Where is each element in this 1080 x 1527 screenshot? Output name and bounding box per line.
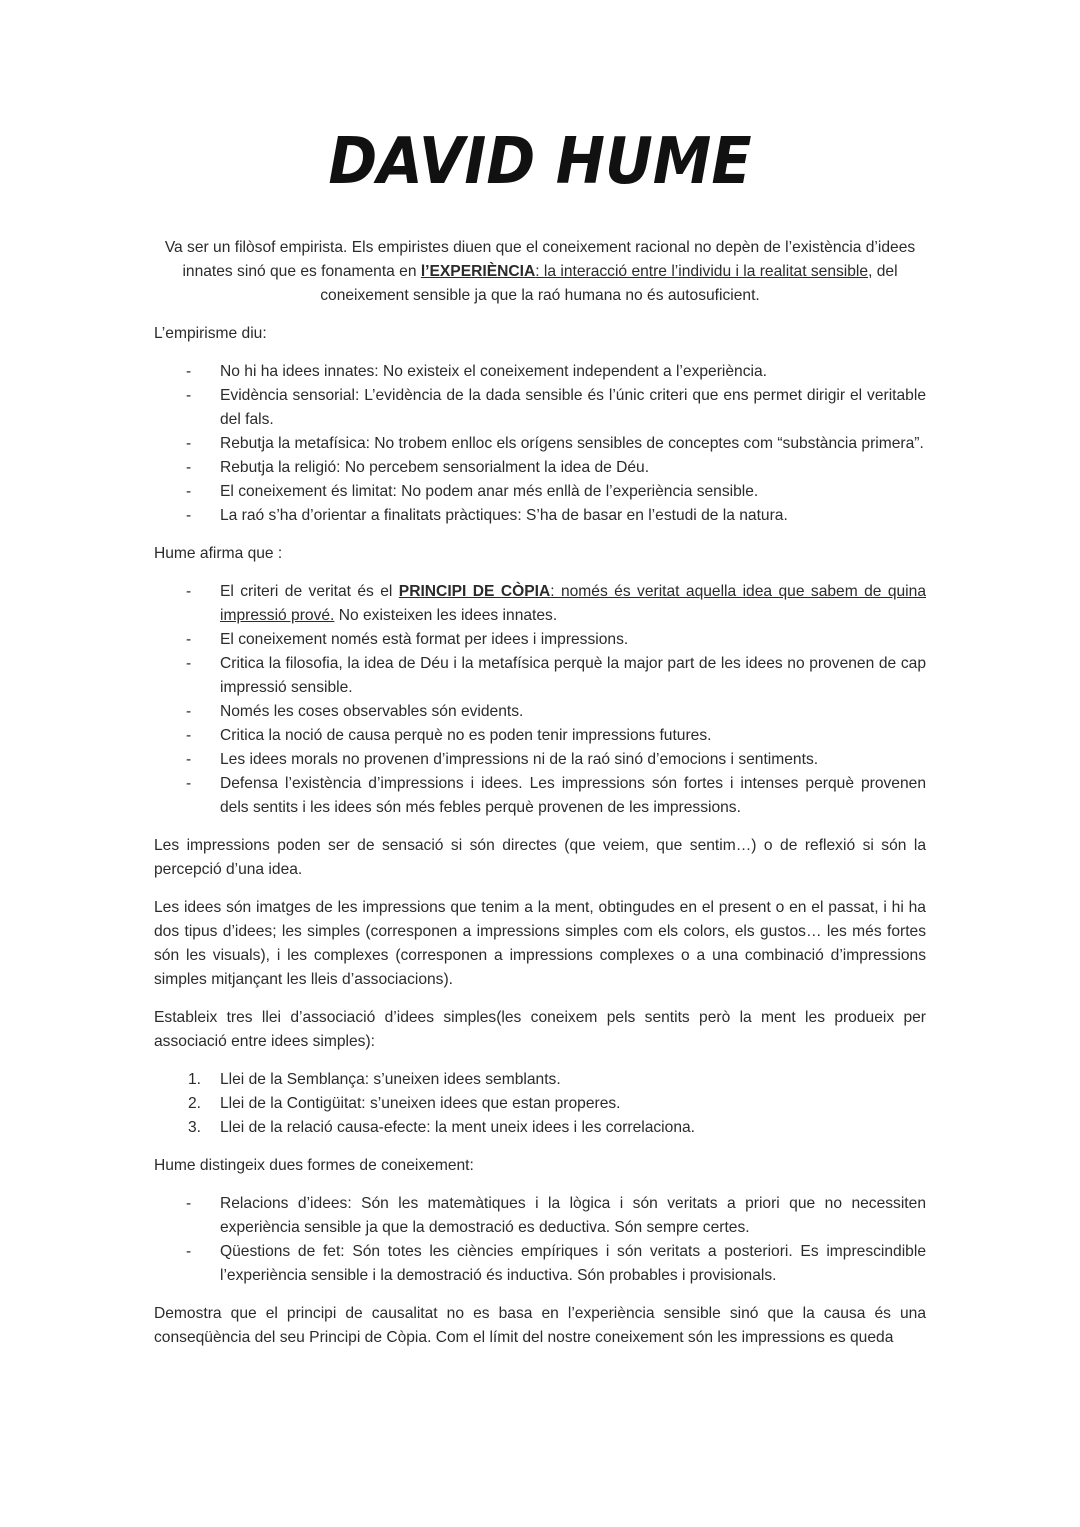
idees-paragraph: Les idees són imatges de les impressions que tenim a la ment, obtingudes en el present o en el passat, i hi ha dos tipus d’idees; les simples (corresponen a impressions simples com els colors, els gustos… les més fortes són les visuals), i les complexes (corresponen a impressions complexes o a una combinació d’impressions simples mitjançant les lleis d’associacions). [154, 899, 926, 988]
item-number: 3. [188, 1119, 202, 1136]
hume-heading: Hume afirma que : [154, 545, 283, 562]
intro-paragraph [154, 236, 926, 308]
causalitat-paragraph: Demostra que el principi de causalitat no es basa en l’experiència sensible sinó que la causa és una conseqüència del seu Principi de Còpia. Com el límit del nostre coneixement són les impressions es queda [154, 1305, 926, 1346]
experiencia-term: l’EXPERIÈNCIA [420, 263, 536, 280]
lleis-intro: Estableix tres llei d’associació d’idees simples(les coneixem pels sentits però la ment les produeix per associació entre idees simples): [154, 1009, 926, 1050]
principi-copia-definition: : només és veritat aquella idea que sabem de quina impressió prové. [220, 583, 926, 624]
item-number: 2. [188, 1095, 202, 1112]
list-item [154, 1068, 926, 1092]
list-item [154, 1092, 926, 1116]
item-number: 1. [188, 1071, 202, 1088]
first-item-end: No existeixen les idees innates. [334, 607, 558, 624]
principi-copia-term: PRINCIPI DE CÒPIA [398, 583, 551, 600]
page-title: DAVID HUME [328, 125, 752, 199]
list-item: - Rebutja la metafísica: No trobem enlloc els orígens sensibles de conceptes com “substància primera”. [154, 432, 926, 456]
first-item-text: El criteri de veritat és el [220, 583, 399, 600]
lleis-list [154, 1068, 926, 1140]
list-item: - No hi ha idees innates: No existeix el coneixement independent a l’experiència. [154, 360, 926, 384]
list-item: - El coneixement és limitat: No podem anar més enllà de l’experiència sensible. [154, 480, 926, 504]
list-item: - Només les coses observables són evidents. [154, 700, 926, 724]
list-item: - Critica la noció de causa perquè no es poden tenir impressions futures. [154, 724, 926, 748]
list-item: - Relacions d’idees: Són les matemàtiques i la lògica i són veritats a priori que no necessiten experiència sensible ja que la demostració es deductiva. Són sempre certes. [154, 1192, 926, 1240]
hume-list [154, 580, 926, 820]
empirisme-list [154, 360, 926, 528]
empirisme-heading: L’empirisme diu: [154, 325, 267, 342]
list-item [154, 1116, 926, 1140]
document-body [154, 236, 926, 1364]
impressions-paragraph: Les impressions poden ser de sensació si són directes (que veiem, que sentim…) o de reflexió si són la percepció d’una idea. [154, 837, 926, 878]
item-text: Llei de la Contigüitat: s’uneixen idees que estan properes. [220, 1095, 621, 1112]
intro-text-end: del coneixement sensible ja que la raó humana no és autosuficient. [320, 263, 898, 304]
list-item: - Les idees morals no provenen d’impressions ni de la raó sinó d’emocions i sentiments. [154, 748, 926, 772]
list-item [154, 580, 926, 628]
intro-text: Va ser un filòsof empirista. Els empiristes diuen que el coneixement racional no depèn de l’existència d’idees innates sinó que es fonamenta en [164, 239, 916, 280]
experiencia-definition: : la interacció entre l’individu i la realitat sensible, [535, 263, 873, 280]
formes-list [154, 1192, 926, 1288]
formes-heading: Hume distingeix dues formes de coneixement: [154, 1157, 474, 1174]
list-item: - Rebutja la religió: No percebem sensorialment la idea de Déu. [154, 456, 926, 480]
list-item: - Defensa l’existència d’impressions i idees. Les impressions són fortes i intenses perquè provenen dels sentits i les idees són més febles perquè provenen de les impressions. [154, 772, 926, 820]
list-item: - Critica la filosofia, la idea de Déu i la metafísica perquè la major part de les idees no provenen de cap impressió sensible. [154, 652, 926, 700]
list-item: - La raó s’ha d’orientar a finalitats pràctiques: S’ha de basar en l’estudi de la natura. [154, 504, 926, 528]
item-text: Llei de la Semblança: s’uneixen idees semblants. [220, 1071, 561, 1088]
list-item: - Qüestions de fet: Són totes les ciències empíriques i són veritats a posteriori. Es imprescindible l’experiència sensible i la demostració és inductiva. Són probables i provisionals. [154, 1240, 926, 1288]
item-text: Llei de la relació causa-efecte: la ment uneix idees i les correlaciona. [220, 1119, 696, 1136]
list-item: - El coneixement només està format per idees i impressions. [154, 628, 926, 652]
list-item: - Evidència sensorial: L’evidència de la dada sensible és l’únic criteri que ens permet dirigir el veritable del fals. [154, 384, 926, 432]
